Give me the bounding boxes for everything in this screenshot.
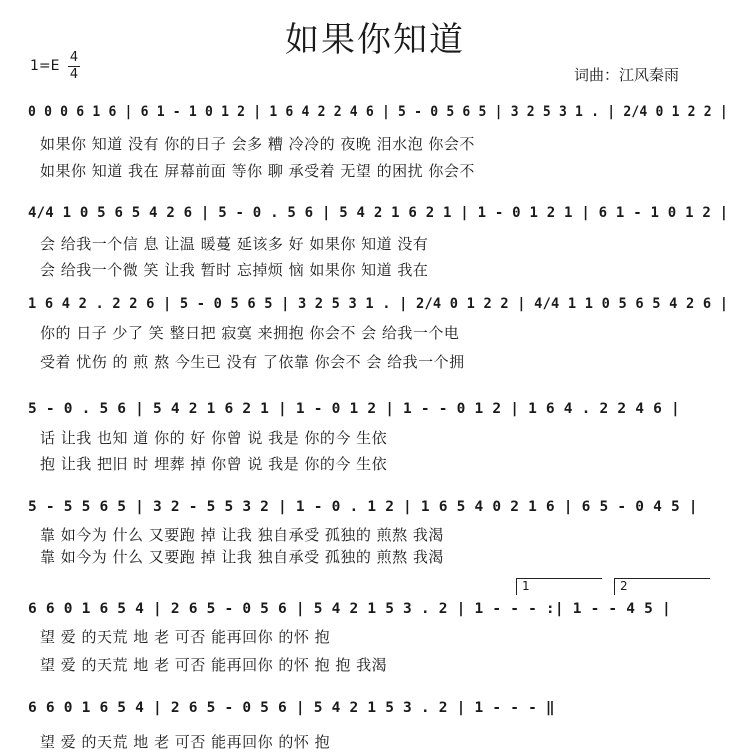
notation-line: 0 0 0 6 1 6 | 6 1 - 1 0 1 2 | 1 6 4 2 2 4 6 | 5 - 0 5 6 5 | 3 2 5 3 1 . | 2/4 0 1 2 2 | [28,104,728,120]
lyrics-verse-2: 望 爱 的天荒 地 老 可否 能再回你 的怀 抱 抱 我渴 [40,656,388,674]
time-signature [68,50,80,83]
time-sig-bottom: 4 [69,67,79,82]
score-system [28,205,728,221]
volta-bracket-2: 2 [614,578,710,595]
notation-line: 6 6 0 1 6 5 4 | 2 6 5 - 0 5 6 | 5 4 2 1 5 3 . 2 | 1 - - - :| 1 - - 4 5 | [28,601,671,617]
lyrics-verse-1: 望 爱 的天荒 地 老 可否 能再回你 的怀 抱 [40,733,331,751]
credits: 词曲：江风秦雨 [574,66,680,84]
notation-line: 5 - 5 5 6 5 | 3 2 - 5 5 3 2 | 1 - 0 . 1 2 | 1 6 5 4 0 2 1 6 | 6 5 - 0 4 5 | [28,499,698,515]
notation-line: 5 - 0 . 5 6 | 5 4 2 1 6 2 1 | 1 - 0 1 2 | 1 - - 0 1 2 | 1 6 4 . 2 2 4 6 | [28,401,680,417]
lyrics-verse-2: 会 给我一个微 笑 让我 暂时 忘掉烦 恼 如果你 知道 我在 [40,261,429,279]
score-system [28,401,728,417]
lyrics-verse-1: 如果你 知道 没有 你的日子 会多 糟 冷冷的 夜晚 泪水泡 你会不 [40,135,475,153]
lyrics-verse-2: 靠 如今为 什么 又要跑 掉 让我 独自承受 孤独的 煎熬 我渴 [40,548,444,566]
score-system [28,601,728,617]
volta-bracket-1: 1 [516,578,602,595]
lyrics-verse-2: 抱 让我 把旧 时 埋葬 掉 你曾 说 我是 你的今 生依 [40,455,388,473]
key-signature: 1=E [30,58,60,74]
lyrics-verse-1: 望 爱 的天荒 地 老 可否 能再回你 的怀 抱 [40,628,331,646]
notation-line: 1 6 4 2 . 2 2 6 | 5 - 0 5 6 5 | 3 2 5 3 1 . | 2/4 0 1 2 2 | 4/4 1 1 0 5 6 5 4 2 6 | [28,296,729,312]
score-system [28,700,728,716]
lyrics-verse-1: 会 给我一个信 息 让温 暖蔓 延该多 好 如果你 知道 没有 [40,235,429,253]
score-system [28,296,728,312]
notation-line: 6 6 0 1 6 5 4 | 2 6 5 - 0 5 6 | 5 4 2 1 5 3 . 2 | 1 - - - ‖ [28,700,555,716]
lyrics-verse-2: 受着 忧伤 的 煎 熬 今生已 没有 了依靠 你会不 会 给我一个拥 [40,353,465,371]
notation-line: 4/4 1 0 5 6 5 4 2 6 | 5 - 0 . 5 6 | 5 4 2 1 6 2 1 | 1 - 0 1 2 1 | 6 1 - 1 0 1 2 | [28,205,729,221]
lyrics-verse-1: 靠 如今为 什么 又要跑 掉 让我 独自承受 孤独的 煎熬 我渴 [40,526,444,544]
song-title: 如果你知道 [285,20,465,60]
score-system [28,104,728,120]
score-system [28,499,728,515]
time-sig-top: 4 [69,50,79,65]
lyrics-verse-1: 话 让我 也知 道 你的 好 你曾 说 我是 你的今 生依 [40,429,388,447]
lyrics-verse-1: 你的 日子 少了 笑 整日把 寂寞 来拥抱 你会不 会 给我一个电 [40,324,460,342]
lyrics-verse-2: 如果你 知道 我在 屏幕前面 等你 聊 承受着 无望 的困扰 你会不 [40,162,475,180]
